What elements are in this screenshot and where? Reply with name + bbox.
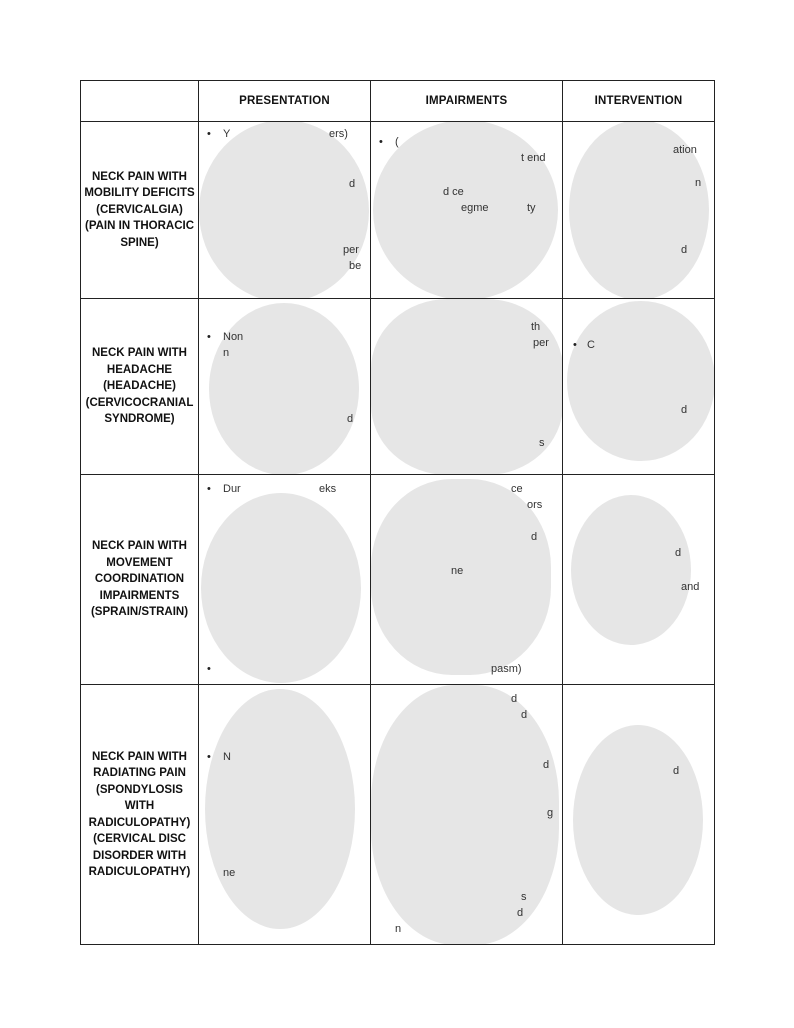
presentation-cell: • N ne bbox=[199, 685, 371, 945]
row-label-radiating-pain: NECK PAIN WITH RADIATING PAIN (SPONDYLOSIS WITH RADICULOPATHY) (CERVICAL DISC DISORDER WITH RADICULOPATHY) bbox=[81, 685, 199, 945]
impairments-cell: ce ors d ne pasm) bbox=[371, 475, 563, 685]
intervention-cell: ation n d bbox=[563, 122, 715, 299]
clinical-classification-table bbox=[80, 80, 715, 945]
row-label-mobility-deficits: NECK PAIN WITH MOBILITY DEFICITS (CERVICALGIA) (PAIN IN THORACIC SPINE) bbox=[81, 122, 199, 299]
impairments-cell: d d d g s d n bbox=[371, 685, 563, 945]
row-label-movement-coordination: NECK PAIN WITH MOVEMENT COORDINATION IMPAIRMENTS (SPRAIN/STRAIN) bbox=[81, 475, 199, 685]
presentation-cell: • Dur eks • bbox=[199, 475, 371, 685]
header-impairments: IMPAIRMENTS bbox=[371, 81, 563, 122]
intervention-cell: • C d bbox=[563, 299, 715, 475]
header-corner-cell bbox=[81, 81, 199, 122]
table-row bbox=[81, 685, 715, 945]
impairments-cell: • ( t end d ce egme ty bbox=[371, 122, 563, 299]
presentation-cell: • Y ers) d per be bbox=[199, 122, 371, 299]
table-row bbox=[81, 299, 715, 475]
table-row bbox=[81, 122, 715, 299]
intervention-cell: d and bbox=[563, 475, 715, 685]
header-presentation: PRESENTATION bbox=[199, 81, 371, 122]
presentation-cell: • Non n d bbox=[199, 299, 371, 475]
impairments-cell: th per s bbox=[371, 299, 563, 475]
row-label-headache: NECK PAIN WITH HEADACHE (HEADACHE) (CERVICOCRANIAL SYNDROME) bbox=[81, 299, 199, 475]
intervention-cell: d bbox=[563, 685, 715, 945]
header-intervention: INTERVENTION bbox=[563, 81, 715, 122]
header-row bbox=[81, 81, 715, 122]
table-row bbox=[81, 475, 715, 685]
